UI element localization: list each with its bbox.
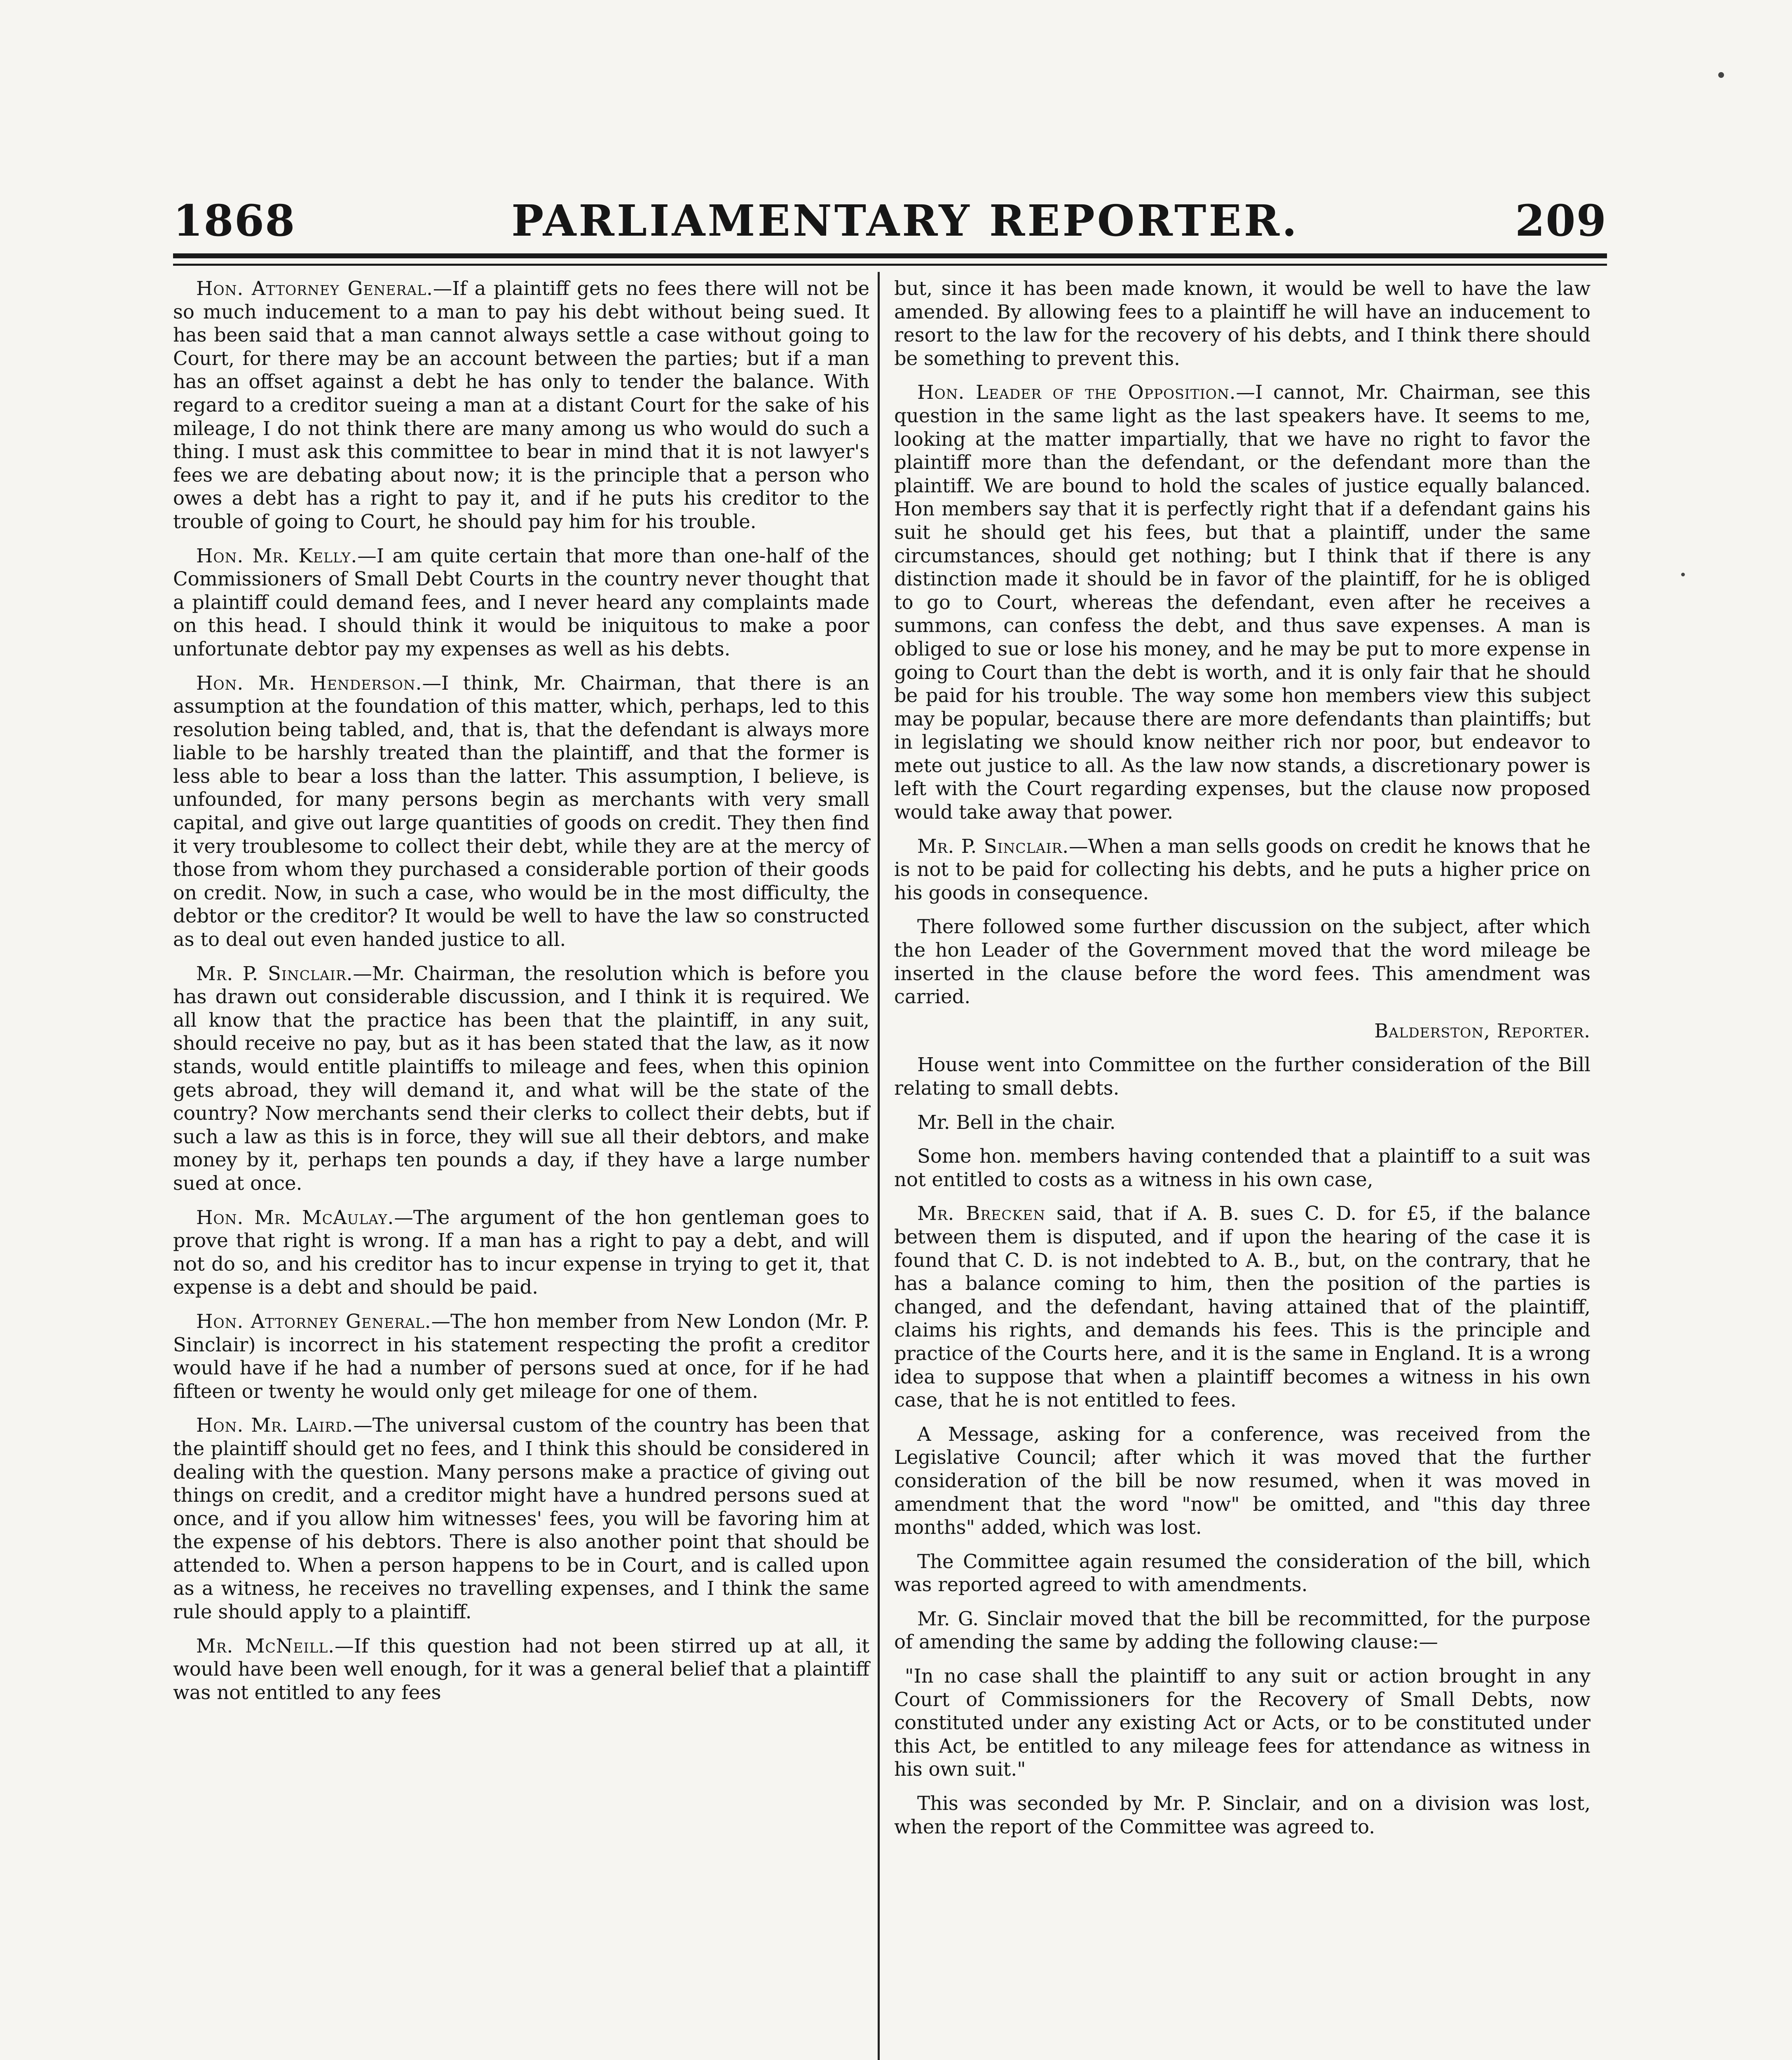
paragraph bbox=[894, 1423, 1591, 1539]
paragraph bbox=[894, 915, 1591, 1008]
speaker-name: Mr. Brecken bbox=[917, 1202, 1046, 1225]
paragraph bbox=[894, 835, 1591, 905]
paragraph bbox=[894, 277, 1591, 370]
scan-speck bbox=[1718, 72, 1724, 78]
paragraph-text: —I am quite certain that more than one-half of the Commissioners of Small Debt Courts in the country never thought that a plaintiff could demand fees, and I never heard any complaints made on this head. I should think it would be iniquitous to make a poor unfortunate debtor pay my expenses as well as his debts. bbox=[173, 544, 869, 660]
page-header bbox=[173, 194, 1607, 247]
paragraph-text: Mr. Bell in the chair. bbox=[917, 1111, 1116, 1133]
paragraph-text: —If this question had not been stirred up at all, it would have been well enough, for it was a general belief that a plaintiff was not entitled to any fees bbox=[173, 1634, 870, 1704]
paragraph bbox=[173, 672, 869, 951]
paragraph-text: This was seconded by Mr. P. Sinclair, and on a division was lost, when the report of the Committee was agreed to. bbox=[894, 1792, 1591, 1838]
speaker-name: Hon. Attorney General. bbox=[196, 277, 433, 300]
paragraph-text: A Message, asking for a conference, was received from the Legislative Council; after which it was moved that the further consideration of the bill be now resumed, when it was moved in amendment that the word "now" be omitted, and "this day three months" added, which was lost. bbox=[894, 1423, 1591, 1539]
column-divider bbox=[878, 272, 880, 2060]
paragraph-text: House went into Committee on the further consideration of the Bill relating to small debts. bbox=[894, 1053, 1591, 1099]
paragraph-text: "In no case shall the plaintiff to any suit or action brought in any Court of Commissioners for the Recovery of Small Debts, now constituted under any existing Act or Acts, or to be constituted under this Act, be entitled to any mileage fees for attendance as witness in his own suit." bbox=[894, 1665, 1591, 1781]
paragraph bbox=[173, 1206, 869, 1299]
paragraph-text: —Mr. Chairman, the resolution which is before you has drawn out considerable discussion, and I think it is required. We all know that the practice has been that the plaintiff, in any suit, should receive no pay, but as it has been stated that the law, as it now stands, would entitle plaintiffs to mileage and fees, when this opinion gets abroad, they will demand it, and what will be the state of the country? Now merchants send their clerks to collect their debts, but if such a law as this is in force, they will sue all their debtors, and make money by it, perhaps ten pounds a day, if they have a large number sued at once. bbox=[173, 962, 869, 1194]
speaker-name: Hon. Mr. Kelly. bbox=[196, 544, 358, 567]
speaker-name: Hon. Leader of the Opposition. bbox=[917, 381, 1236, 404]
paragraph-text: —When a man sells goods on credit he knows that he is not to be paid for collecting his debts, and he puts a higher price on his goods in consequence. bbox=[894, 835, 1591, 904]
paragraph bbox=[894, 1792, 1591, 1838]
header-title: PARLIAMENTARY REPORTER. bbox=[511, 195, 1300, 246]
paragraph-text: but, since it has been made known, it would be well to have the law amended. By allowing fees to a plaintiff he will have an inducement to resort to the law for the recovery of his debts, and I think there should be something to prevent this. bbox=[894, 277, 1591, 370]
paragraph-text: Some hon. members having contended that a plaintiff to a suit was not entitled to costs as a witness in his own case, bbox=[894, 1145, 1591, 1191]
right-column bbox=[894, 277, 1591, 1849]
header-rule-thick bbox=[173, 253, 1607, 258]
paragraph-text: —If a plaintiff gets no fees there will not be so much inducement to a man to pay his debt without being sued. It has been said that a man cannot always settle a case without going to Court, for there may be an account between the parties; but if a man has an offset against a debt he has only to tender the balance. With regard to a creditor sueing a man at a distant Court for the sake of his mileage, I do not think there are many among us who would do such a thing. I must ask this committee to bear in mind that it is not lawyer's fees we are debating about now; it is the principle that a person who owes a debt has a right to pay it, and if he puts his creditor to the trouble of going to Court, he should pay him for his trouble. bbox=[173, 277, 869, 533]
paragraph-text: Balderston, Reporter. bbox=[1374, 1019, 1591, 1042]
paragraph bbox=[894, 381, 1591, 824]
header-year: 1868 bbox=[173, 195, 296, 246]
paragraph bbox=[173, 1414, 869, 1623]
paragraph-text: said, that if A. B. sues C. D. for £5, if the balance between them is disputed, and if upon the hearing of the case it is found that C. D. is not indebted to A. B., but, on the contrary, that he has a balance coming to him, then the position of the parties is changed, and the defendant, having attained that of the plaintiff, claims his rights, and demands his fees. This is the principle and practice of the Courts here, and it is the same in England. It is a wrong idea to suppose that when a plaintiff becomes a witness in his own case, that he is not entitled to fees. bbox=[894, 1202, 1591, 1412]
paragraph bbox=[894, 1607, 1591, 1654]
paragraph-text: There followed some further discussion on the subject, after which the hon Leader of the Government moved that the word mileage be inserted in the clause before the word fees. This amendment was carried. bbox=[894, 915, 1591, 1008]
left-column bbox=[173, 277, 869, 1715]
paragraph-text: —I think, Mr. Chairman, that there is an assumption at the foundation of this matter, which, perhaps, led to this resolution being tabled, and, that is, that the defendant is always more liable to be harshly treated than the plaintiff, and that the former is less able to bear a loss than the latter. This assumption, I believe, is unfounded, for many persons begin as merchants with very small capital, and give out large quantities of goods on credit. They then find it very troublesome to collect their debt, while they are at the mercy of those from whom they purchased a considerable portion of their goods on credit. Now, in such a case, who would be in the most difficulty, the debtor or the creditor? It would be well to have the law so constructed as to deal out even handed justice to all. bbox=[173, 672, 869, 951]
quoted-clause bbox=[894, 1664, 1591, 1781]
paragraph-text: —The universal custom of the country has been that the plaintiff should get no fees, and I think this should be considered in dealing with the question. Many persons make a practice of giving out things on credit, and a creditor might have a hundred persons sued at once, and if you allow him witnesses' fees, you will be favoring him at the expense of his debtors. There is also another point that should be attended to. When a person happens to be in Court, and is called upon as a witness, he receives no travelling expenses, and I think the same rule should apply to a plaintiff. bbox=[173, 1414, 869, 1623]
speaker-name: Hon. Attorney General. bbox=[196, 1310, 431, 1332]
paragraph bbox=[173, 962, 869, 1195]
paragraph bbox=[173, 277, 869, 534]
paragraph-text: —The argument of the hon gentleman goes to prove that right is wrong. If a man has a right to pay a debt, and will not do so, and his creditor has to incur expense in trying to get it, that expense is a debt and should be paid. bbox=[173, 1206, 869, 1299]
speaker-name: Mr. P. Sinclair. bbox=[196, 962, 353, 985]
paragraph bbox=[173, 1634, 869, 1704]
header-rule-thin bbox=[173, 264, 1607, 266]
paragraph bbox=[894, 1111, 1591, 1134]
paragraph bbox=[173, 1310, 869, 1403]
paragraph bbox=[894, 1145, 1591, 1191]
speaker-name: Hon. Mr. Laird. bbox=[196, 1414, 354, 1437]
speaker-name: Hon. Mr. McAulay. bbox=[196, 1206, 394, 1229]
paragraph-text: —I cannot, Mr. Chairman, see this question in the same light as the last speakers have. It seems to me, looking at the matter impartially, that we have no right to favor the plaintiff more than the defendant, or the defendant more than the plaintiff. We are bound to hold the scales of justice equally balanced. Hon members say that it is perfectly right that if a defendant gains his suit he should get his fees, but that a plaintiff, under the same circumstances, should get nothing; but I think that if there is any distinction made it should be in favor of the plaintiff, for he is obliged to go to Court, whereas the defendant, even after he receives a summons, can confess the debt, and thus save expenses. A man is obliged to sue or lose his money, and he may be put to more expense in going to Court than the debt is worth, and it is only fair that he should be paid for his trouble. The way some hon members view this subject may be popular, because there are more defendants than plaintiffs; but in legislating we should know neither rich nor poor, but endeavor to mete out justice to all. As the law now stands, a discretionary power is left with the Court regarding expenses, but the clause now proposed would take away that power. bbox=[894, 381, 1591, 824]
speaker-name: Mr. McNeill. bbox=[196, 1634, 335, 1657]
paragraph bbox=[173, 544, 869, 661]
speaker-name: Mr. P. Sinclair. bbox=[917, 835, 1069, 857]
paragraph-text: —The hon member from New London (Mr. P. Sinclair) is incorrect in his statement respecting the profit a creditor would have if he had a number of persons sued at once, for if he had fifteen or twenty he would only get mileage for one of them. bbox=[173, 1310, 869, 1402]
paragraph bbox=[894, 1053, 1591, 1100]
scan-speck bbox=[1681, 573, 1685, 576]
paragraph bbox=[894, 1202, 1591, 1412]
paragraph bbox=[894, 1550, 1591, 1596]
paragraph-text: The Committee again resumed the consideration of the bill, which was reported agreed to with amendments. bbox=[894, 1550, 1591, 1596]
header-page-number: 209 bbox=[1515, 195, 1607, 246]
reporter-signature bbox=[894, 1019, 1591, 1043]
paragraph-text: Mr. G. Sinclair moved that the bill be recommitted, for the purpose of amending the same by adding the following clause:— bbox=[894, 1607, 1591, 1653]
speaker-name: Hon. Mr. Henderson. bbox=[196, 672, 422, 694]
